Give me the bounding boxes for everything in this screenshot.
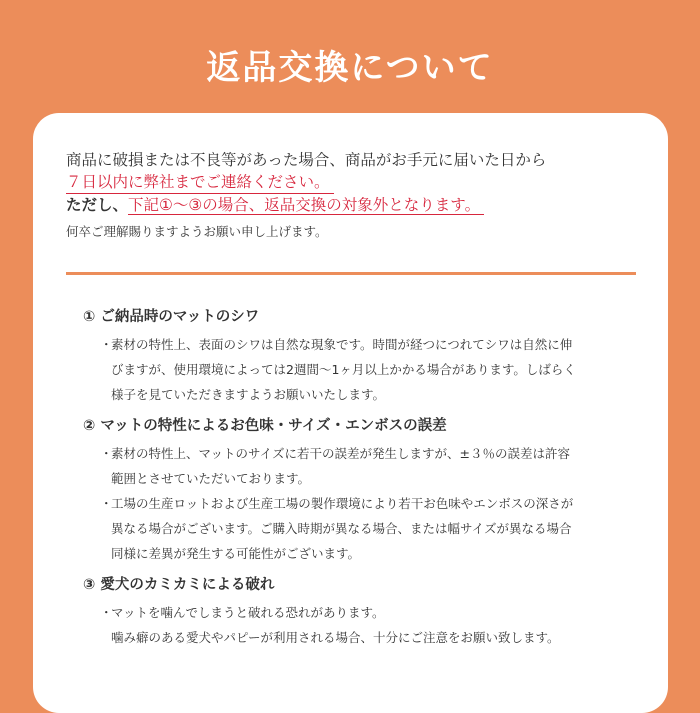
divider [66,272,636,275]
bullet-text: びますが、使用環境によっては2週間～1ヶ月以上かかる場合があります。しばらく [111,362,576,377]
bullet-item [83,441,643,466]
bullet-text: 同様に差異が発生する可能性がございます。 [111,546,361,561]
intro-exception-prefix: ただし、 [66,196,129,214]
section-variance [83,415,643,566]
bullet-text: 範囲とさせていただいております。 [111,471,311,486]
bullet-text: 工場の生産ロットおよび生産工場の製作環境により若干お色味やエンボスの深さが [111,496,574,511]
bullet-item [83,332,643,357]
section-chewing [83,574,643,650]
bullet-text: 噛み癖のある愛犬やパピーが利用される場合、十分にご注意をお願い致します。 [111,630,560,645]
bullet-dot: ・ [100,496,113,511]
section-title: ② マットの特性によるお色味・サイズ・エンボスの誤差 [83,418,447,434]
bullet-text: 様子を見ていただきますようお願いいたします。 [111,387,386,402]
bullet-text: 異なる場合がございます。ご購入時期が異なる場合、または幅サイズが異なる場合 [111,521,572,536]
section-wrinkles [83,306,643,407]
bullet-item [83,600,643,625]
bullet-dot: ・ [100,446,113,461]
intro-line-1: 商品に破損または不良等があった場合、商品がお手元に届いた日から [66,151,547,169]
intro-exception [66,194,646,216]
intro-closing: 何卒ご理解賜りますようお願い申し上げます。 [66,224,328,239]
intro-block [66,149,646,242]
exception-list [83,306,643,658]
section-title: ③ 愛犬のカミカミによる破れ [83,577,275,593]
bullet-text: マットを噛んでしまうと破れる恐れがあります。 [111,605,385,620]
intro-deadline: ７日以内に弊社までご連絡ください。 [66,171,334,194]
section-title: ① ご納品時のマットのシワ [83,309,260,325]
intro-exception-highlight: 下記①～③の場合、返品交換の対象外となります。 [128,196,484,215]
notice-card [33,113,668,713]
bullet-item [83,491,643,516]
page-title: 返品交換について [206,48,494,88]
bullet-dot: ・ [100,605,113,620]
bullet-text: 素材の特性上、表面のシワは自然な現象です。時間が経つにつれてシワは自然に伸 [111,337,573,352]
bullet-dot: ・ [100,337,113,352]
bullet-text: 素材の特性上、マットのサイズに若干の誤差が発生しますが、±３％の誤差は許容 [111,446,570,461]
